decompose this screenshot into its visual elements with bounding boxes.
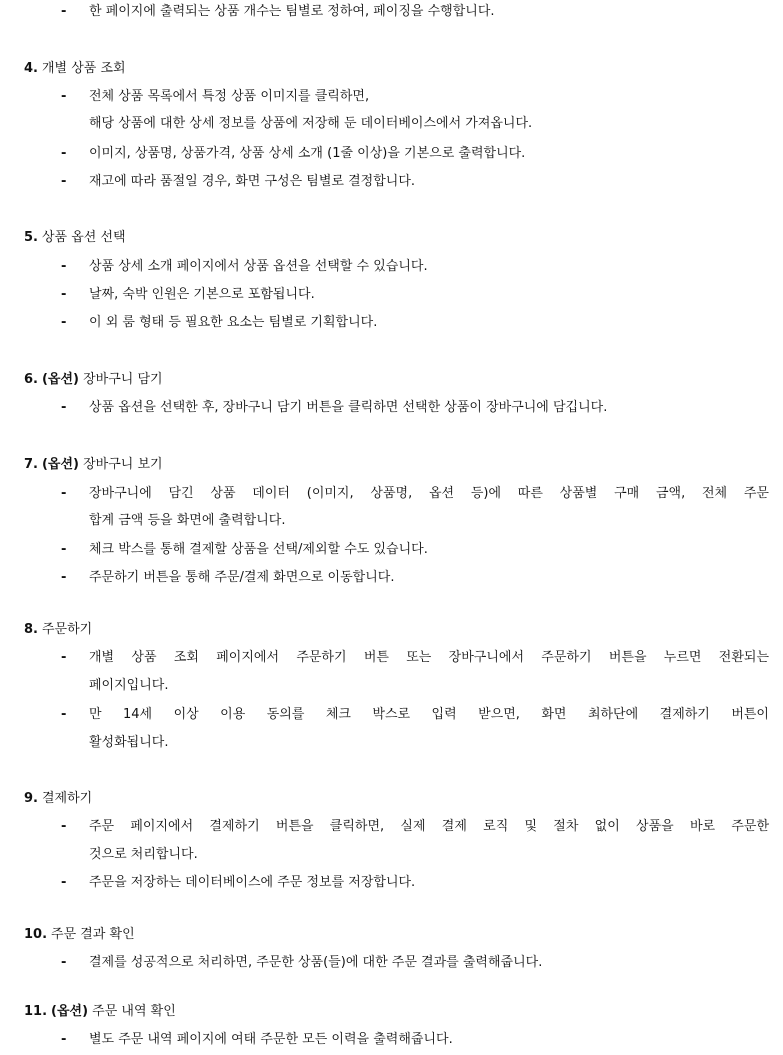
bullet-text: 주문 페이지에서 결제하기 버튼을 클릭하면, 실제 결제 로직 및 절차 없이 상품을 바로 주문한 xyxy=(89,819,769,834)
section-heading-11: 11. (옵션) 주문 내역 확인 xyxy=(24,1004,176,1019)
bullet-dash: - xyxy=(61,486,67,501)
bullet-text: 개별 상품 조회 페이지에서 주문하기 버튼 또는 장바구니에서 주문하기 버튼을 누르면 전환되는 xyxy=(89,650,769,665)
section-heading-5: 5. 상품 옵션 선택 xyxy=(24,230,126,245)
bullet-dash: - xyxy=(61,259,67,274)
bullet-text: 이 외 룸 형태 등 필요한 요소는 팀별로 기획합니다. xyxy=(89,315,378,330)
bullet-text: 장바구니에 담긴 상품 데이터 (이미지, 상품명, 옵션 등)에 따른 상품별 구매 금액, 전체 주문 xyxy=(89,486,769,501)
section-heading-9: 9. 결제하기 xyxy=(24,791,93,806)
bullet-text: 주문을 저장하는 데이터베이스에 주문 정보를 저장합니다. xyxy=(89,875,416,890)
bullet-text: 만 14세 이상 이용 동의를 체크 박스로 입력 받으면, 화면 최하단에 결제하기 버튼이 xyxy=(89,707,769,722)
section-heading-8: 8. 주문하기 xyxy=(24,622,93,637)
bullet-dash: - xyxy=(61,707,67,722)
bullet-text-cont: 해당 상품에 대한 상세 정보를 상품에 저장해 둔 데이터베이스에서 가져옵니다. xyxy=(89,116,533,131)
section-heading-6: 6. (옵션) 장바구니 담기 xyxy=(24,372,163,387)
bullet-text: 전체 상품 목록에서 특정 상품 이미지를 클릭하면, xyxy=(89,89,370,104)
bullet-text: 상품 상세 소개 페이지에서 상품 옵션을 선택할 수 있습니다. xyxy=(89,259,428,274)
bullet-text: 상품 옵션을 선택한 후, 장바구니 담기 버튼을 클릭하면 선택한 상품이 장바구니에 담깁니다. xyxy=(89,400,608,415)
bullet-text: 날짜, 숙박 인원은 기본으로 포함됩니다. xyxy=(89,287,315,302)
bullet-text: 이미지, 상품명, 상품가격, 상품 상세 소개 (1줄 이상)을 기본으로 출력합니다. xyxy=(89,146,526,161)
bullet-text: 주문하기 버튼을 통해 주문/결제 화면으로 이동합니다. xyxy=(89,570,395,585)
bullet-text-cont: 페이지입니다. xyxy=(89,678,169,693)
bullet-text: 체크 박스를 통해 결제할 상품을 선택/제외할 수도 있습니다. xyxy=(89,542,428,557)
bullet-dash: - xyxy=(61,1032,67,1047)
bullet-dash: - xyxy=(61,400,67,415)
bullet-dash: - xyxy=(61,89,67,104)
bullet-dash: - xyxy=(61,4,67,19)
bullet-text: 재고에 따라 품절일 경우, 화면 구성은 팀별로 결정합니다. xyxy=(89,174,416,189)
bullet-text-cont: 활성화됩니다. xyxy=(89,735,169,750)
bullet-dash: - xyxy=(61,146,67,161)
bullet-dash: - xyxy=(61,819,67,834)
bullet-dash: - xyxy=(61,542,67,557)
section-heading-7: 7. (옵션) 장바구니 보기 xyxy=(24,457,163,472)
bullet-dash: - xyxy=(61,174,67,189)
section-heading-4: 4. 개별 상품 조회 xyxy=(24,61,126,76)
bullet-dash: - xyxy=(61,315,67,330)
bullet-text: 한 페이지에 출력되는 상품 개수는 팀별로 정하여, 페이징을 수행합니다. xyxy=(89,4,495,19)
bullet-dash: - xyxy=(61,287,67,302)
section-heading-10: 10. 주문 결과 확인 xyxy=(24,927,135,942)
bullet-text-cont: 것으로 처리합니다. xyxy=(89,847,198,862)
bullet-text: 결제를 성공적으로 처리하면, 주문한 상품(들)에 대한 주문 결과를 출력해줍니다. xyxy=(89,955,543,970)
bullet-dash: - xyxy=(61,570,67,585)
bullet-text: 별도 주문 내역 페이지에 여태 주문한 모든 이력을 출력해줍니다. xyxy=(89,1032,453,1047)
bullet-dash: - xyxy=(61,955,67,970)
bullet-dash: - xyxy=(61,650,67,665)
bullet-text-cont: 합계 금액 등을 화면에 출력합니다. xyxy=(89,513,286,528)
bullet-dash: - xyxy=(61,875,67,890)
